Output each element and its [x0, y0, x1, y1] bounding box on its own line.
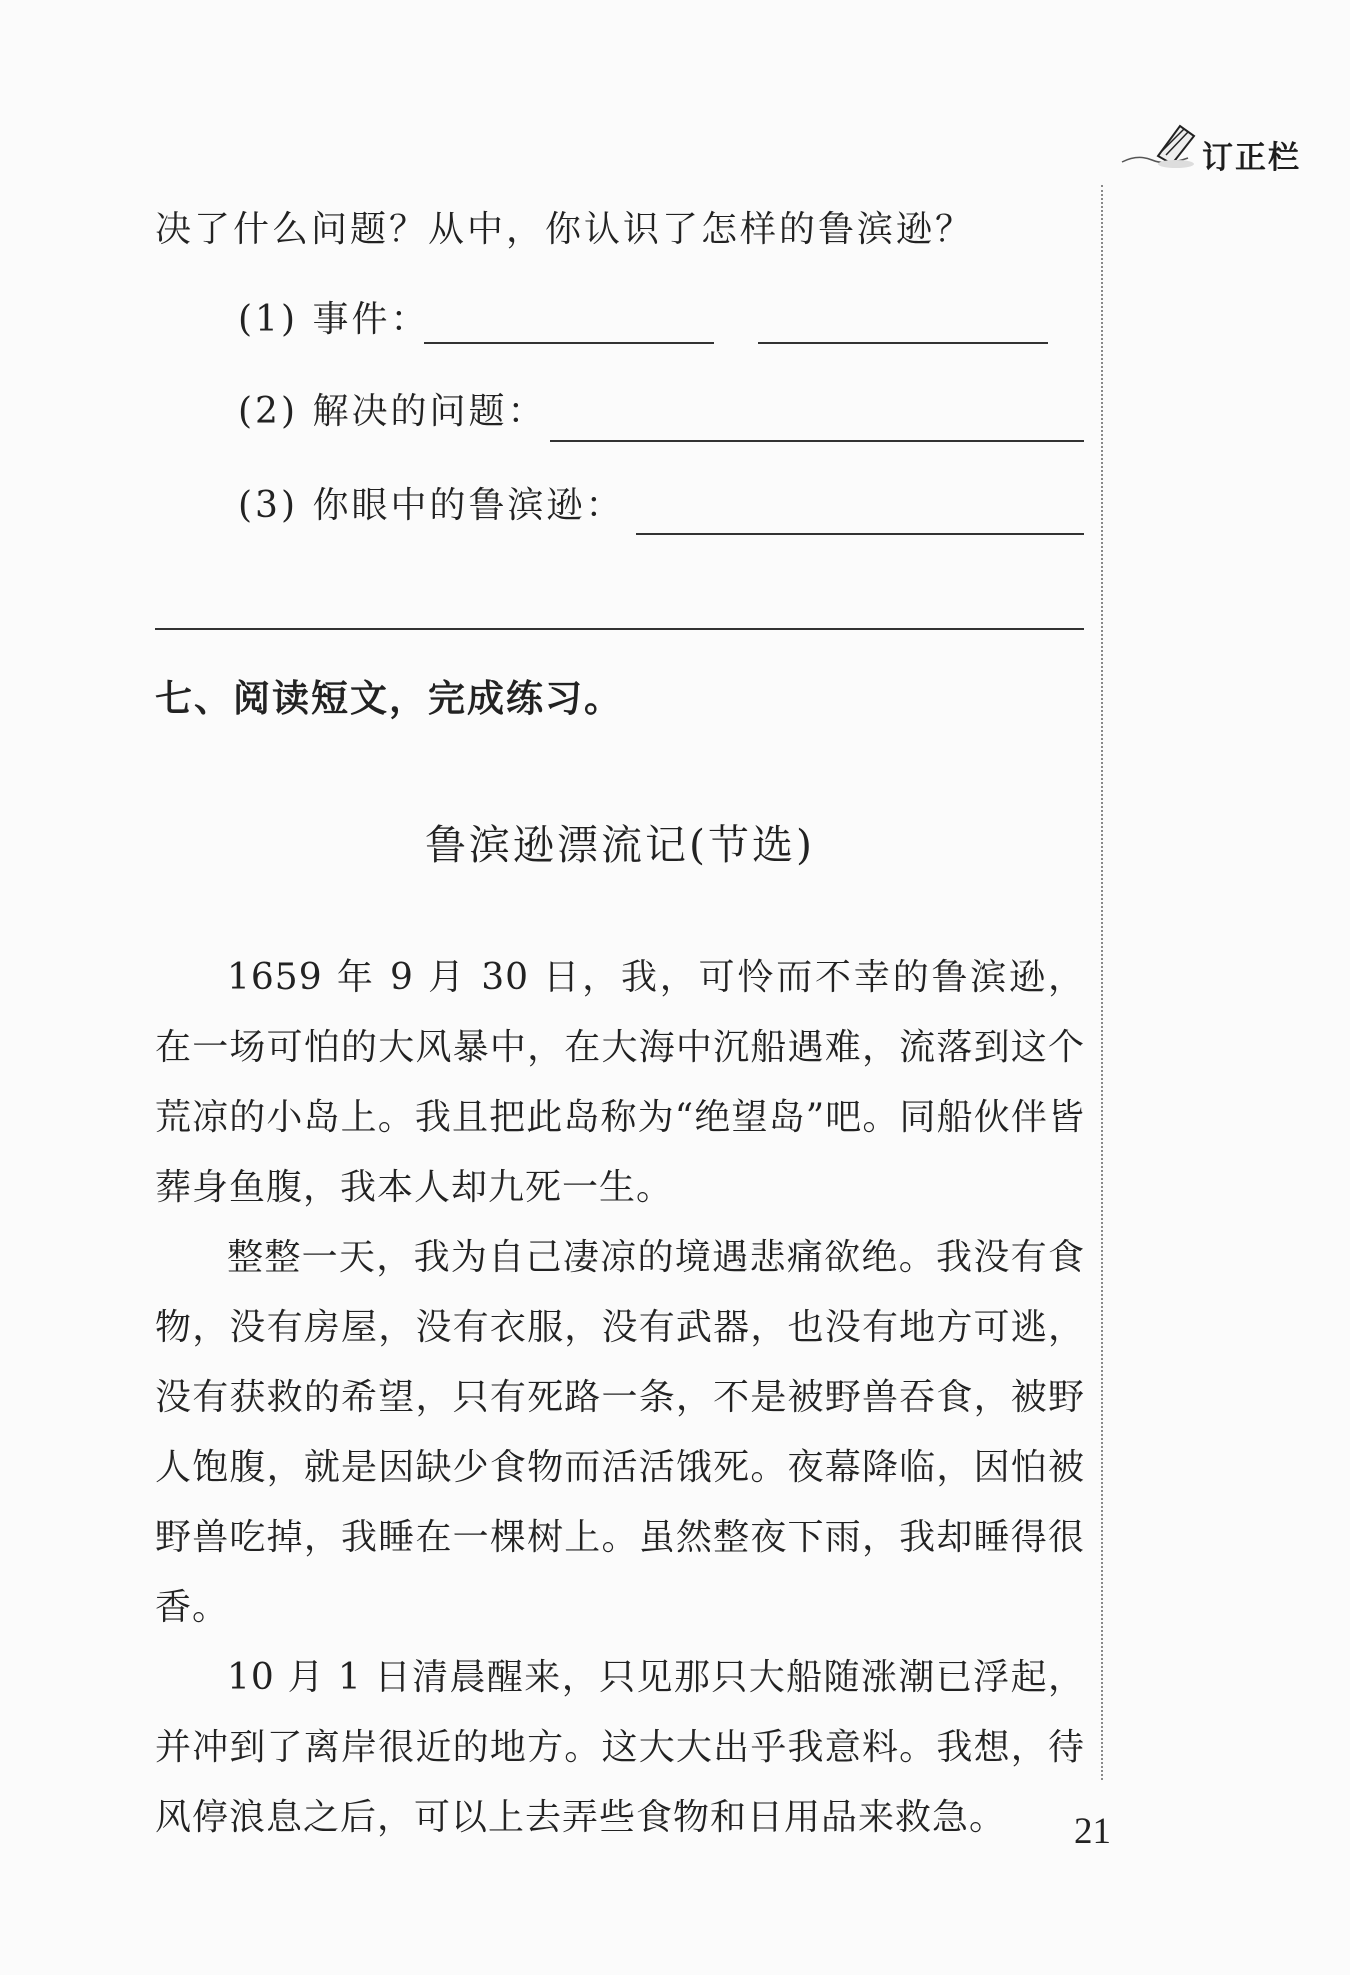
question-item-event-label: (1) 事件：	[238, 299, 430, 340]
correction-column-divider	[1101, 185, 1103, 1780]
section-heading: 七、阅读短文，完成练习。	[155, 677, 623, 720]
answer-blank-impression-2[interactable]	[155, 628, 1084, 630]
question-item-problem-label: (2) 解决的问题：	[238, 391, 547, 432]
correction-column-label: 订正栏	[1202, 140, 1301, 176]
page-number: 21	[1074, 1811, 1111, 1852]
answer-blank-event-2[interactable]	[758, 342, 1048, 344]
pencil-eraser-icon	[1118, 118, 1208, 174]
question-item-impression-label: (3) 你眼中的鲁滨逊：	[238, 485, 625, 526]
answer-blank-problem[interactable]	[550, 440, 1084, 442]
answer-blank-event-1[interactable]	[424, 342, 714, 344]
article-paragraph: 整整一天，我为自己凄凉的境遇悲痛欲绝。我没有食物，没有房屋，没有衣服，没有武器，也没有地方可逃，没有获救的希望，只有死路一条，不是被野兽吞食，被野人饱腹，就是因缺少食物而活活饿死。夜幕降临，因怕被野兽吃掉，我睡在一棵树上。虽然整夜下雨，我却睡得很香。	[155, 1237, 1085, 1628]
article-paragraph: 10 月 1 日清晨醒来，只见那只大船随涨潮已浮起，并冲到了离岸很近的地方。这大大出乎我意料。我想，待风停浪息之后，可以上去弄些食物和日用品来救急。	[155, 1657, 1085, 1838]
answer-blank-impression-1[interactable]	[636, 533, 1084, 535]
article-title: 鲁滨逊漂流记(节选)	[425, 821, 815, 869]
article-body	[155, 943, 1085, 1853]
article-paragraph: 1659 年 9 月 30 日，我，可怜而不幸的鲁滨逊，在一场可怕的大风暴中，在大海中沉船遇难，流落到这个荒凉的小岛上。我且把此岛称为“绝望岛”吧。同船伙伴皆葬身鱼腹，我本人却九死一生。	[155, 957, 1085, 1208]
correction-column-header	[1118, 118, 1338, 174]
question-prompt-continuation: 决了什么问题？从中，你认识了怎样的鲁滨逊？	[155, 209, 975, 250]
